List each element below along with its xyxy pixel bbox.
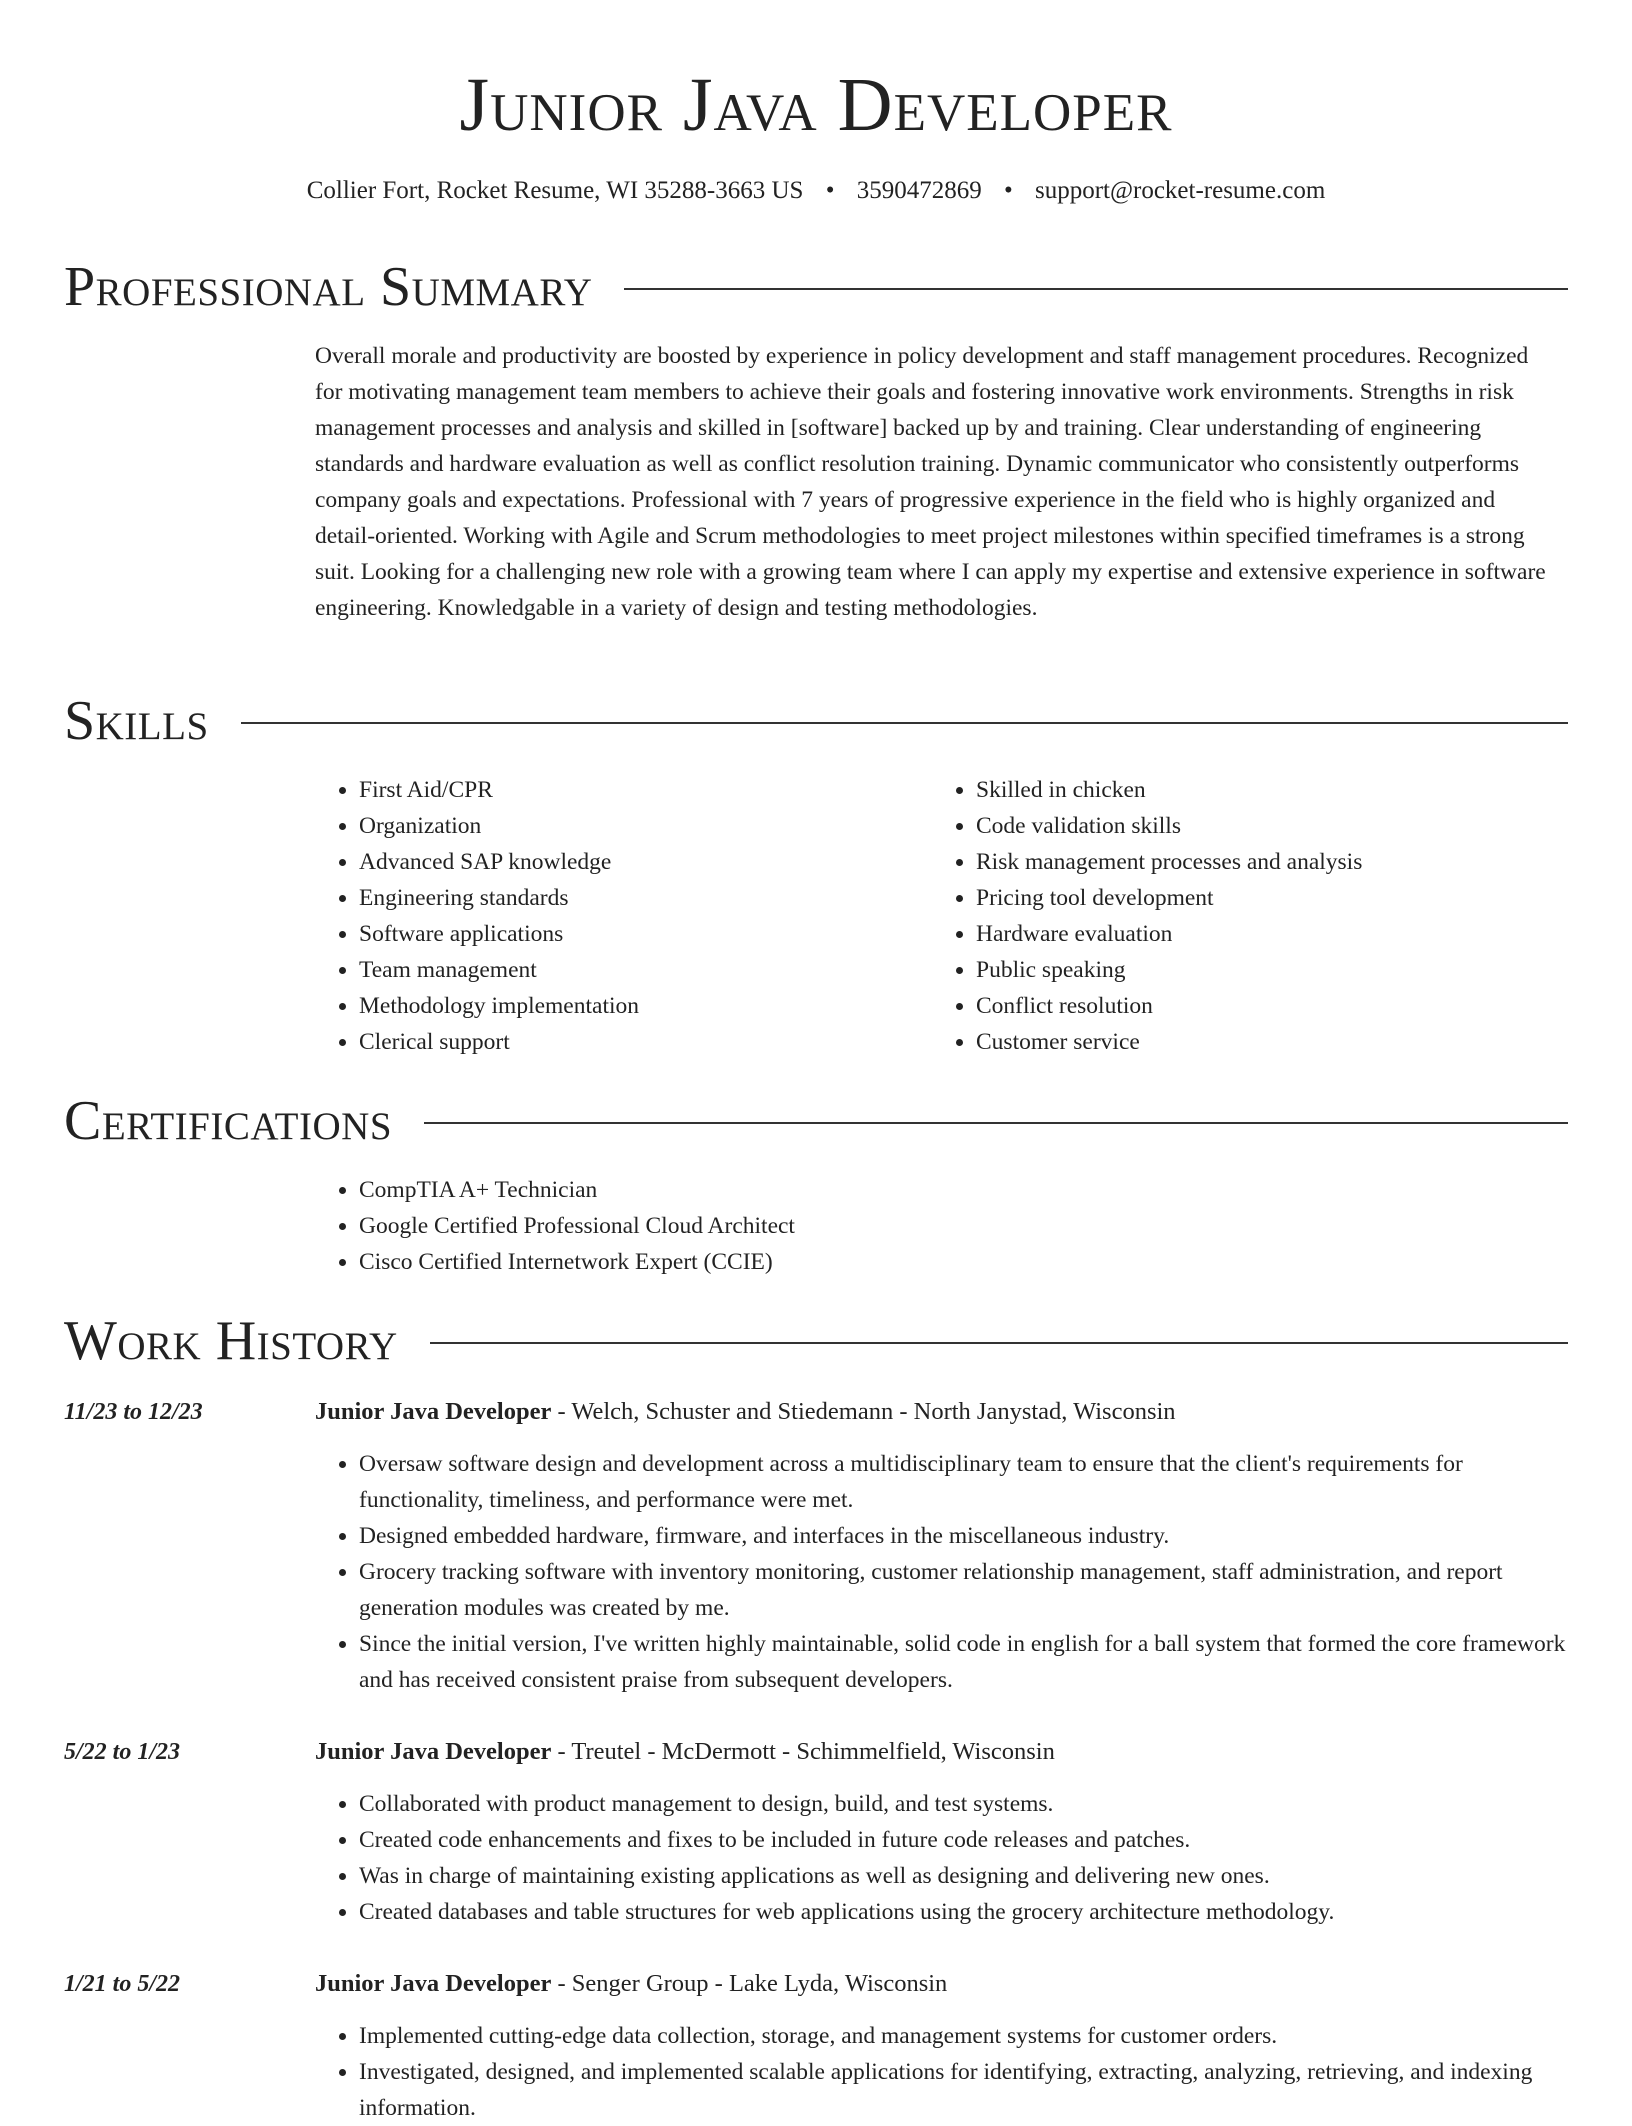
list-item: • Hardware evaluation xyxy=(976,916,1552,952)
list-item: • Since the initial version, I've written highly maintainable, solid code in english for a ball system that formed the core framework and has received consistent praise from subsequent developers. xyxy=(359,1626,1568,1698)
list-item: • Pricing tool development xyxy=(976,880,1552,916)
job-bullets xyxy=(315,1446,1568,1698)
list-item: • Engineering standards xyxy=(359,880,915,916)
list-item: • Conflict resolution xyxy=(976,988,1552,1024)
list-item: • Created databases and table structures for web applications using the grocery architecture methodology. xyxy=(359,1894,1568,1930)
summary-heading: Professional Summary xyxy=(64,256,593,318)
list-item: • Clerical support xyxy=(359,1024,915,1060)
job-dates: 11/23 to 12/23 xyxy=(64,1399,203,1425)
job-role: Junior Java Developer xyxy=(315,1738,552,1765)
section-divider xyxy=(430,1342,1568,1344)
list-item: • CompTIA A+ Technician xyxy=(359,1172,795,1208)
list-item: • Team management xyxy=(359,952,915,988)
section-divider xyxy=(424,1122,1568,1124)
contact-line xyxy=(0,174,1632,208)
skills-list-left xyxy=(315,772,915,1060)
work-history-heading: Work History xyxy=(64,1310,398,1372)
job-employer-location: - Senger Group - Lake Lyda, Wisconsin xyxy=(551,1970,948,1997)
page-title: Junior Java Developer xyxy=(459,63,1173,147)
job-heading xyxy=(315,1394,1176,1430)
job-employer-location: - Welch, Schuster and Stiedemann - North Janystad, Wisconsin xyxy=(551,1398,1176,1425)
skills-column-right xyxy=(932,772,1552,1060)
job-bullets xyxy=(315,1786,1568,1930)
certifications-list xyxy=(315,1172,795,1280)
list-item: • Oversaw software design and development across a multidisciplinary team to ensure that the client's requirements for functionality, timeliness, and performance were met. xyxy=(359,1446,1568,1518)
list-item: • Collaborated with product management to design, build, and test systems. xyxy=(359,1786,1568,1822)
job-role: Junior Java Developer xyxy=(315,1970,552,1997)
job-heading xyxy=(315,1966,947,2002)
list-item: • Skilled in chicken xyxy=(976,772,1552,808)
list-item: • Designed embedded hardware, firmware, and interfaces in the miscellaneous industry. xyxy=(359,1518,1568,1554)
skills-section-header xyxy=(64,686,1568,756)
contact-address: Collier Fort, Rocket Resume, WI 35288-3663 US xyxy=(306,177,804,204)
job-heading xyxy=(315,1734,1055,1770)
job-role: Junior Java Developer xyxy=(315,1398,552,1425)
summary-section-header xyxy=(64,252,1568,322)
list-item: • Advanced SAP knowledge xyxy=(359,844,915,880)
list-item: • Grocery tracking software with inventory monitoring, customer relationship management, staff administration, and report generation modules was created by me. xyxy=(359,1554,1568,1626)
job-dates: 1/21 to 5/22 xyxy=(64,1971,181,1997)
list-item: • Implemented cutting-edge data collection, storage, and management systems for customer orders. xyxy=(359,2018,1568,2054)
contact-email: support@rocket-resume.com xyxy=(1034,177,1326,204)
list-item: • Software applications xyxy=(359,916,915,952)
job-employer-location: - Treutel - McDermott - Schimmelfield, Wisconsin xyxy=(551,1738,1055,1765)
list-item: • Investigated, designed, and implemented scalable applications for identifying, extracting, analyzing, retrieving, and indexing information. xyxy=(359,2054,1568,2126)
list-item: • Risk management processes and analysis xyxy=(976,844,1552,880)
list-item: • Organization xyxy=(359,808,915,844)
section-divider xyxy=(241,722,1568,724)
job-bullets xyxy=(315,2018,1568,2126)
list-item: • Was in charge of maintaining existing applications as well as designing and delivering new ones. xyxy=(359,1858,1568,1894)
job-dates: 5/22 to 1/23 xyxy=(64,1739,181,1765)
list-item: • Created code enhancements and fixes to be included in future code releases and patches. xyxy=(359,1822,1568,1858)
contact-separator: • xyxy=(1003,177,1013,204)
certifications-section-header xyxy=(64,1086,1568,1156)
list-item: • Public speaking xyxy=(976,952,1552,988)
certifications-heading: Certifications xyxy=(64,1090,393,1152)
list-item: • First Aid/CPR xyxy=(359,772,915,808)
list-item: • Methodology implementation xyxy=(359,988,915,1024)
list-item: • Google Certified Professional Cloud Architect xyxy=(359,1208,795,1244)
certifications-block xyxy=(315,1172,795,1280)
work-history-section-header xyxy=(64,1306,1568,1376)
summary-text: Overall morale and productivity are boosted by experience in policy development and staff management procedures. Recognized for motivating management team members to achieve their goals and fostering innovative work environments. Strengths in risk management processes and analysis and skilled in [software] backed up by and training. Clear understanding of engineering standards and hardware evaluation as well as conflict resolution training. Dynamic communicator who consistently outperforms company goals and expectations. Professional with 7 years of progressive experience in the field who is highly organized and detail-oriented. Working with Agile and Scrum methodologies to meet project milestones within specified timeframes is a strong suit. Looking for a challenging new role with a growing team where I can apply my expertise and extensive experience in software engineering. Knowledgable in a variety of design and testing methodologies. xyxy=(315,343,1546,621)
list-item: • Code validation skills xyxy=(976,808,1552,844)
list-item: • Cisco Certified Internetwork Expert (CCIE) xyxy=(359,1244,795,1280)
skills-heading: Skills xyxy=(64,690,209,752)
list-item: • Customer service xyxy=(976,1024,1552,1060)
skills-list-right xyxy=(932,772,1552,1060)
section-divider xyxy=(624,288,1568,290)
contact-separator: • xyxy=(825,177,835,204)
skills-column-left xyxy=(315,772,915,1060)
contact-phone: 3590472869 xyxy=(856,177,982,204)
